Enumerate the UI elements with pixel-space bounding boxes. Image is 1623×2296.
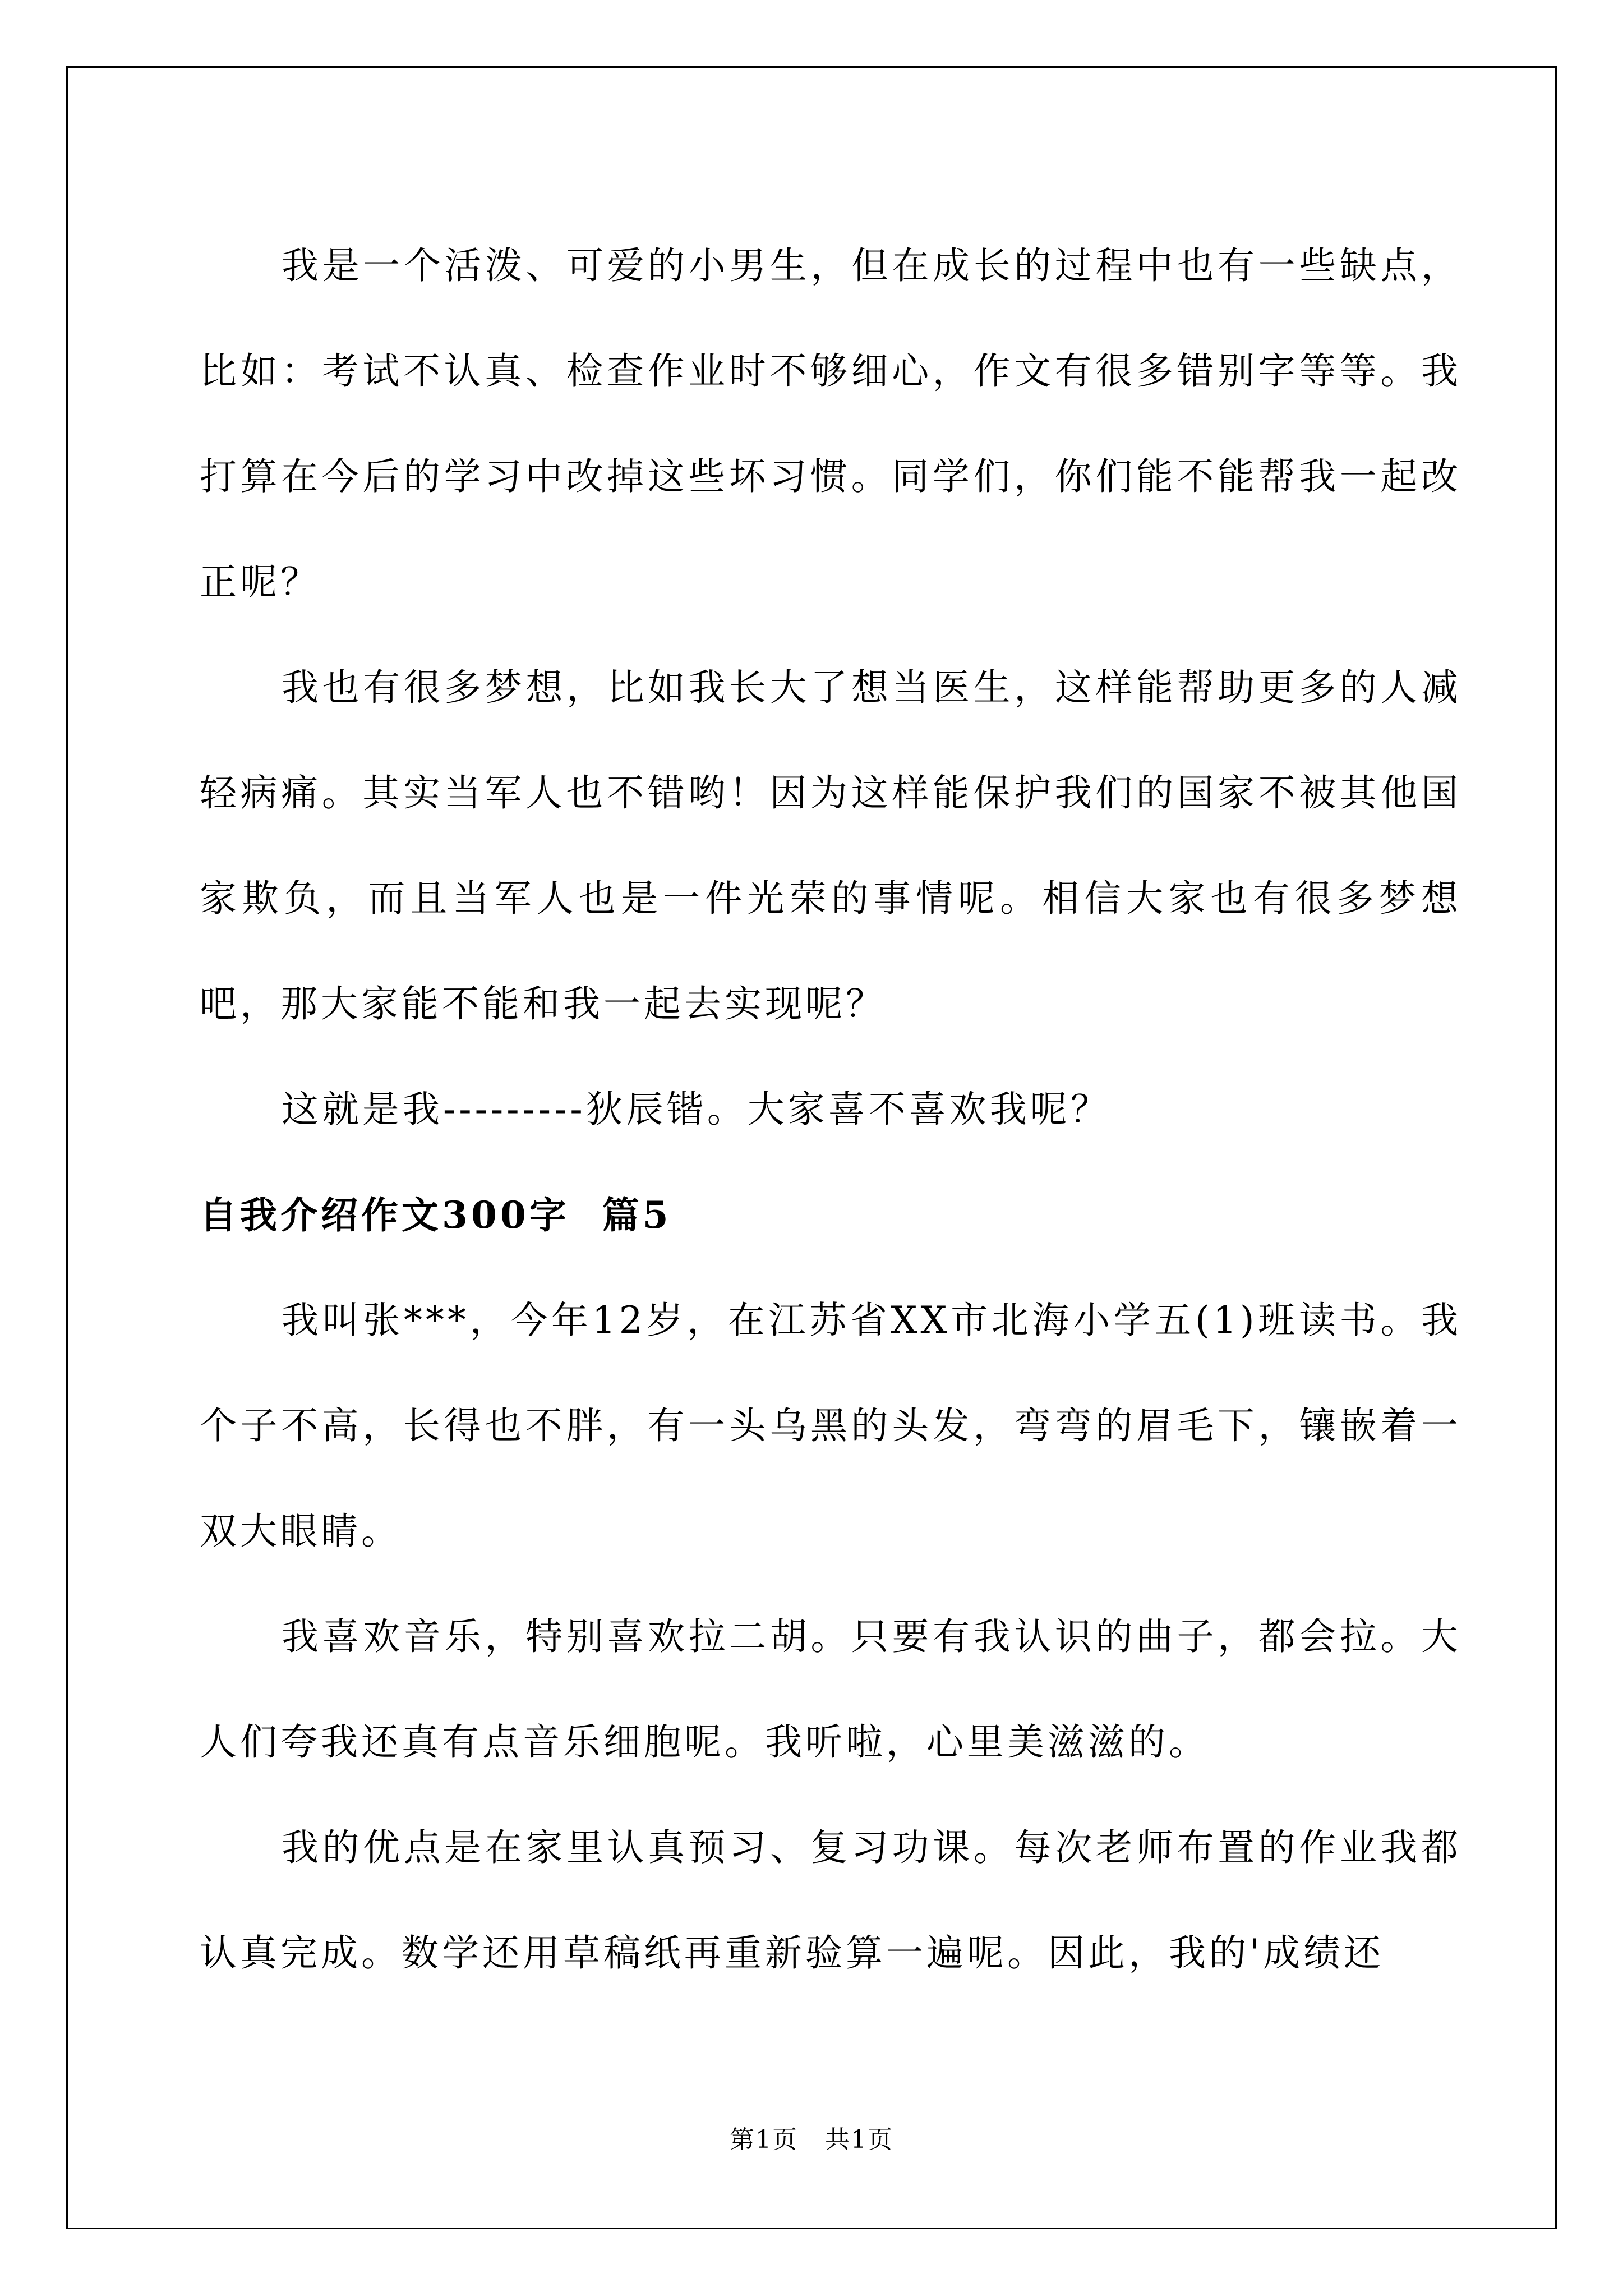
section-heading: 自我介绍作文300字 篇5 bbox=[200, 1193, 672, 1237]
paragraph: 这就是我---------狄辰锴。大家喜不喜欢我呢？ bbox=[282, 1088, 1111, 1131]
paragraph: 我的优点是在家里认真预习、复习功课。每次老师布置的作业我都认真完成。数学还用草稿纸再重新验算一遍呢。因此，我的'成绩还 bbox=[200, 1826, 1461, 1975]
paragraph: 我是一个活泼、可爱的小男生，但在成长的过程中也有一些缺点，比如：考试不认真、检查作业时不够细心，作文有很多错别字等等。我打算在今后的学习中改掉这些坏习惯。同学们，你们能不能帮我一起改正呢？ bbox=[200, 244, 1461, 604]
document-body bbox=[200, 213, 1461, 2006]
paragraph: 我也有很多梦想，比如我长大了想当医生，这样能帮助更多的人减轻病痛。其实当军人也不错哟！因为这样能保护我们的国家不被其他国家欺负，而且当军人也是一件光荣的事情呢。相信大家也有很多梦想吧，那大家能不能和我一起去实现呢？ bbox=[200, 666, 1461, 1025]
page-footer: 第1页 共1页 bbox=[730, 2125, 893, 2154]
paragraph: 我叫张***，今年12岁，在江苏省XX市北海小学五(1)班读书。我个子不高，长得也不胖，有一头乌黑的头发，弯弯的眉毛下，镶嵌着一双大眼睛。 bbox=[200, 1299, 1461, 1553]
paragraph: 我喜欢音乐，特别喜欢拉二胡。只要有我认识的曲子，都会拉。大人们夸我还真有点音乐细胞呢。我听啦，心里美滋滋的。 bbox=[200, 1615, 1461, 1764]
